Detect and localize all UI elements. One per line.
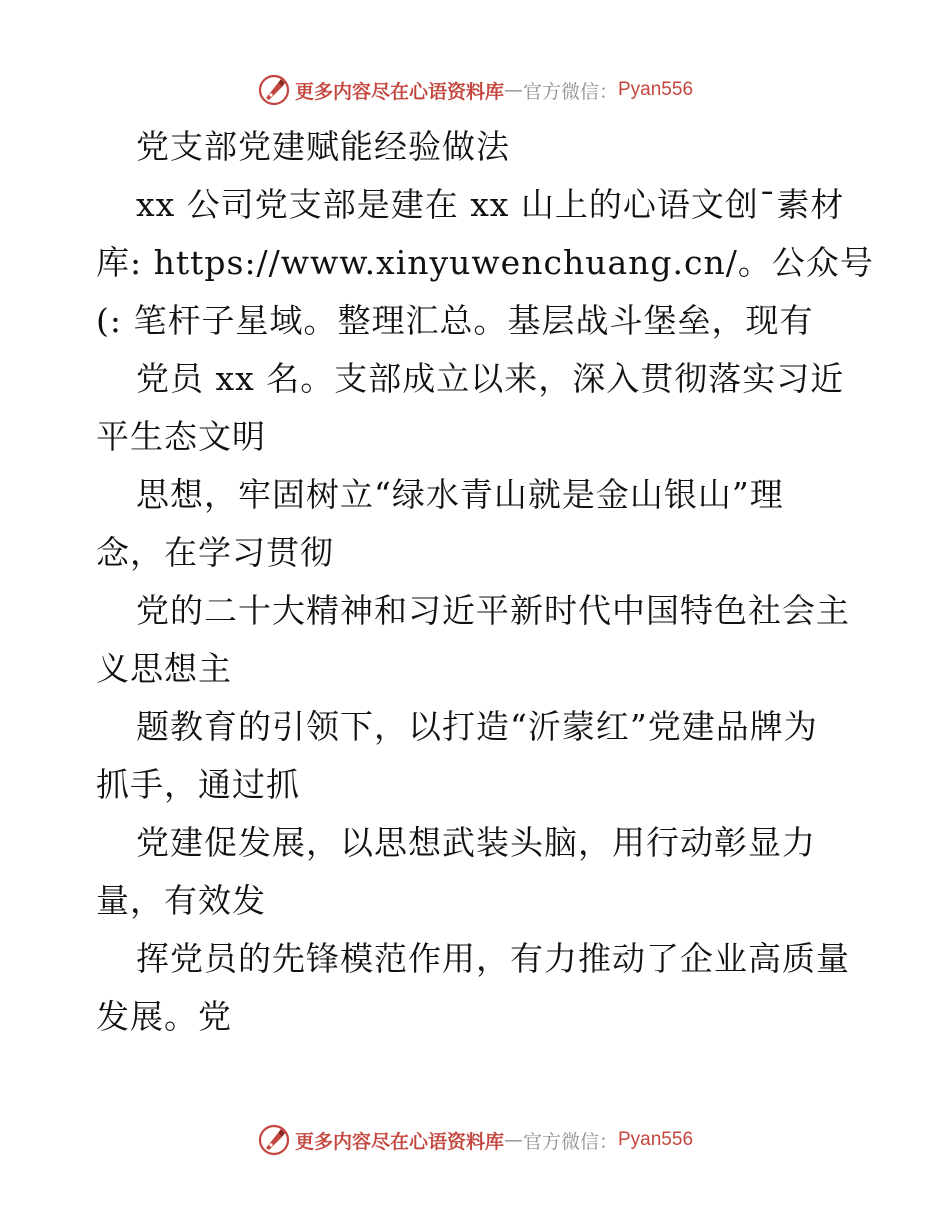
document-line: 党建促发展，以思想武装头脑，用行动彰显力 bbox=[136, 823, 816, 862]
pen-nib-logo-icon bbox=[257, 1123, 291, 1157]
document-line: 发展。党 bbox=[96, 997, 232, 1036]
header-banner bbox=[0, 70, 950, 110]
document-line: 抓手，通过抓 bbox=[96, 765, 300, 804]
banner-dash: — bbox=[503, 1129, 523, 1151]
banner-dash: — bbox=[503, 79, 523, 101]
banner-wechat-label: 官方微信： bbox=[522, 1130, 618, 1153]
document-line: 念，在学习贯彻 bbox=[96, 533, 334, 572]
document-line: 义思想主 bbox=[96, 649, 232, 688]
document-title: 党支部党建赋能经验做法 bbox=[136, 127, 510, 166]
document-body bbox=[96, 118, 874, 1046]
document-line: xx 公司党支部是建在 xx 山上的心语文创¯素材 bbox=[136, 185, 845, 224]
document-line: 党员 xx 名。支部成立以来，深入贯彻落实习近 bbox=[136, 359, 845, 398]
banner-wechat-handle: Pyan556 bbox=[618, 79, 694, 100]
document-line: 挥党员的先锋模范作用，有力推动了企业高质量 bbox=[136, 939, 850, 978]
banner-brand-text: 更多内容尽在心语资料库 bbox=[294, 80, 504, 103]
document-line: 库: https://www.xinyuwenchuang.cn/。公众号 bbox=[96, 243, 874, 282]
document-line: 党的二十大精神和习近平新时代中国特色社会主 bbox=[136, 591, 850, 630]
banner-brand-text: 更多内容尽在心语资料库 bbox=[294, 1130, 504, 1153]
document-line: 平生态文明 bbox=[96, 417, 266, 456]
document-line: 题教育的引领下，以打造“沂蒙红”党建品牌为 bbox=[136, 707, 818, 746]
document-line: (: 笔杆子星域。整理汇总。基层战斗堡垒，现有 bbox=[96, 301, 814, 340]
document-line: 量，有效发 bbox=[96, 881, 266, 920]
banner-wechat-handle: Pyan556 bbox=[618, 1129, 694, 1150]
footer-banner bbox=[0, 1120, 950, 1160]
banner-wechat-label: 官方微信： bbox=[522, 80, 618, 103]
pen-nib-logo-icon bbox=[257, 73, 291, 107]
document-line: 思想，牢固树立“绿水青山就是金山银山”理 bbox=[136, 475, 784, 514]
